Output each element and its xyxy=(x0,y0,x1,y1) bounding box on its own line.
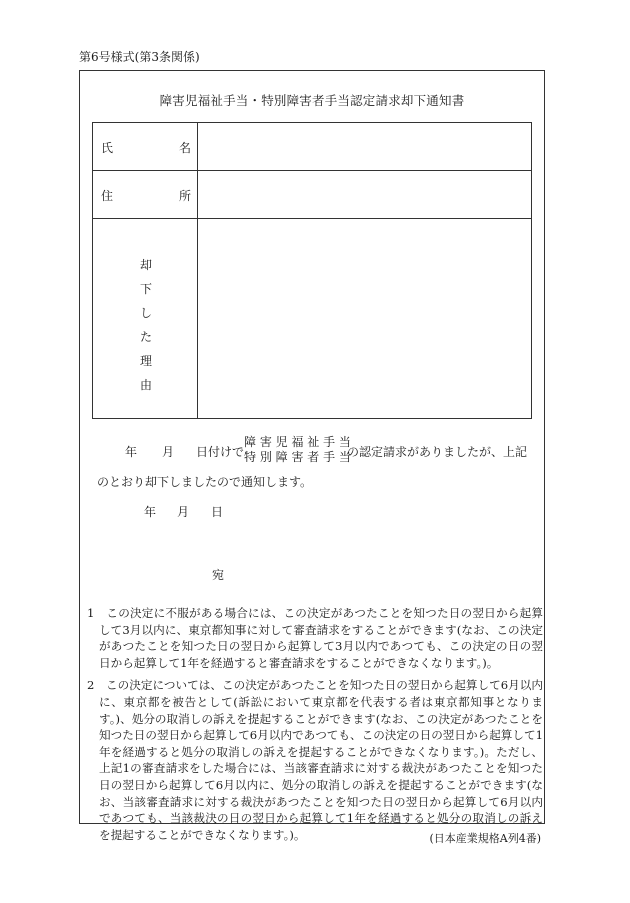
reason-label-char: た xyxy=(139,330,152,344)
notes-section xyxy=(87,605,543,843)
table-row-divider xyxy=(93,218,531,219)
allowance-type-line1: 障 害 児 福 祉 手 当 xyxy=(244,435,351,449)
address-label-right: 所 xyxy=(179,189,192,203)
sentence-day-dated: 日付けで xyxy=(196,445,245,459)
reason-label-char: 由 xyxy=(139,378,152,392)
address-label-left: 住 xyxy=(101,189,114,203)
reason-label-char: 却 xyxy=(139,258,152,272)
form-number-label: 第6号様式(第3条関係) xyxy=(79,50,200,64)
applicant-table xyxy=(92,122,532,419)
reason-label xyxy=(139,253,153,397)
name-label-left: 氏 xyxy=(101,141,114,155)
table-row-divider xyxy=(93,170,531,171)
allowance-type-line2: 特 別 障 害 者 手 当 xyxy=(244,450,351,464)
paper-size-note: (日本産業規格A列4番) xyxy=(429,832,541,845)
date-year: 年 xyxy=(144,505,157,519)
reason-label-char: 理 xyxy=(139,354,152,368)
date-day: 日 xyxy=(211,505,224,519)
reason-label-char: 下 xyxy=(139,282,152,296)
reason-label-char: し xyxy=(139,306,152,320)
sentence-year: 年 xyxy=(125,445,138,459)
note-item: 2 この決定については、この決定があつたことを知つた日の翌日から起算して6月以内に、東京都を被告として(訴訟において東京都を代表する者は東京都知事となります。)、処分の取消しの訴えを提起することができます(なお、この決定があつたことを知つた日の翌日から起算して6月以内であつても、この決定の日の翌日から起算して1年を経過すると処分の取消しの訴えを提起することができなくなります。)。ただし、上記1の審査請求をした場合には、当該審査請求に対する裁決があつたことを知つた日の翌日から起算して6月以内に、処分の取消しの訴えを提起することができます(なお、当該審査請求に対する裁決があつたことを知つた日の翌日から起算して6月以内であつても、当該裁決の日の翌日から起算して1年を経過すると処分の取消しの訴えを提起することができなくなります。)。 xyxy=(87,678,543,842)
sentence-continuation: の認定請求がありましたが、上記 xyxy=(347,445,528,459)
name-label-right: 名 xyxy=(179,141,192,155)
document-title: 障害児福祉手当・特別障害者手当認定請求却下通知書 xyxy=(159,93,465,108)
note-item: 1 この決定に不服がある場合には、この決定があつたことを知つた日の翌日から起算して3月以内に、東京都知事に対して審査請求をすることができます(なお、この決定があつたことを知つた日の翌日から起算して3月以内であつても、この決定の日の翌日から起算して1年を経過すると審査請求をすることができなくなります。)。 xyxy=(87,606,543,670)
date-month: 月 xyxy=(177,505,190,519)
sentence-line2: のとおり却下しましたので通知します。 xyxy=(97,475,313,489)
addressee-suffix: 宛 xyxy=(212,568,225,582)
table-column-divider xyxy=(197,123,198,418)
sentence-month: 月 xyxy=(162,445,175,459)
